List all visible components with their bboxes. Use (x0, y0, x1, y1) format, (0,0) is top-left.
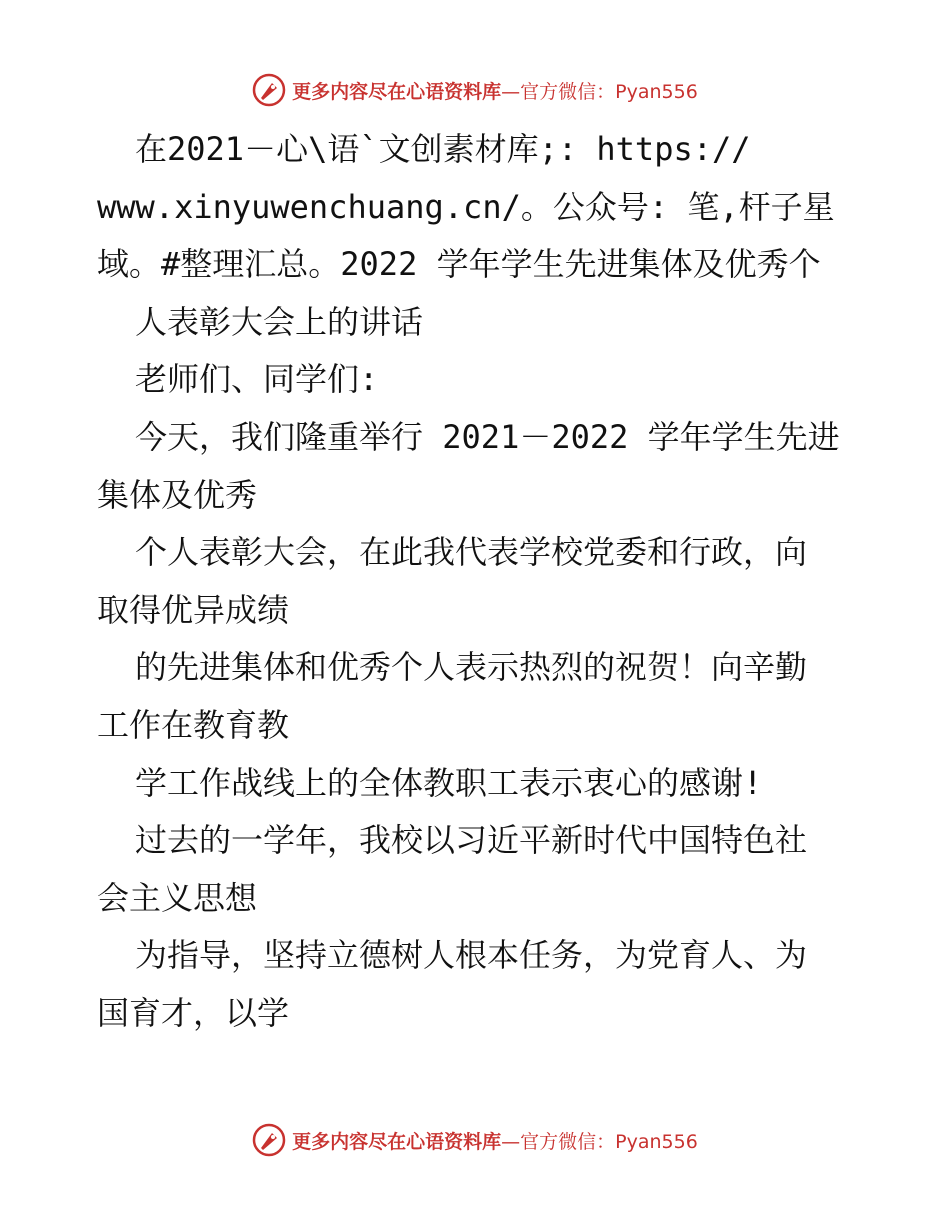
header-banner (0, 68, 950, 112)
pen-nib-logo-icon (252, 1123, 286, 1157)
text-line: 域。#整理汇总。2022 学年学生先进集体及优秀个 (97, 245, 821, 284)
text-line: 取得优异成绩 (97, 590, 290, 629)
document-body (97, 121, 857, 1043)
text-line: 集体及优秀 (97, 475, 258, 514)
text-line: 的先进集体和优秀个人表示热烈的祝贺！向辛勤 (135, 648, 808, 687)
banner-title: 更多内容尽在心语资料库 (292, 80, 502, 103)
text-line: 个人表彰大会，在此我代表学校党委和行政，向 (135, 533, 808, 572)
banner-wechat: —官方微信：Pyan556 (501, 80, 698, 103)
text-line: 会主义思想 (97, 878, 258, 917)
text-line: 人表彰大会上的讲话 (135, 302, 424, 341)
text-line: 今天，我们隆重举行 2021－2022 学年学生先进 (135, 417, 840, 456)
text-line: 工作在教育教 (97, 705, 290, 744)
text-line: www.xinyuwenchuang.cn/。公众号: 笔,杆子星 (97, 187, 835, 226)
pen-nib-logo-icon (252, 73, 286, 107)
text-line: 国育才，以学 (97, 993, 290, 1032)
footer-banner (0, 1118, 950, 1162)
text-line: 学工作战线上的全体教职工表示衷心的感谢! (135, 763, 763, 802)
banner-wechat: —官方微信：Pyan556 (501, 1130, 698, 1153)
text-line: 老师们、同学们: (135, 360, 379, 399)
text-line: 过去的一学年，我校以习近平新时代中国特色社 (135, 821, 808, 860)
text-line: 在2021－心\语`文创素材库;: https:// (135, 130, 751, 168)
text-line: 为指导，坚持立德树人根本任务，为党育人、为 (135, 936, 808, 975)
banner-title: 更多内容尽在心语资料库 (292, 1130, 502, 1153)
